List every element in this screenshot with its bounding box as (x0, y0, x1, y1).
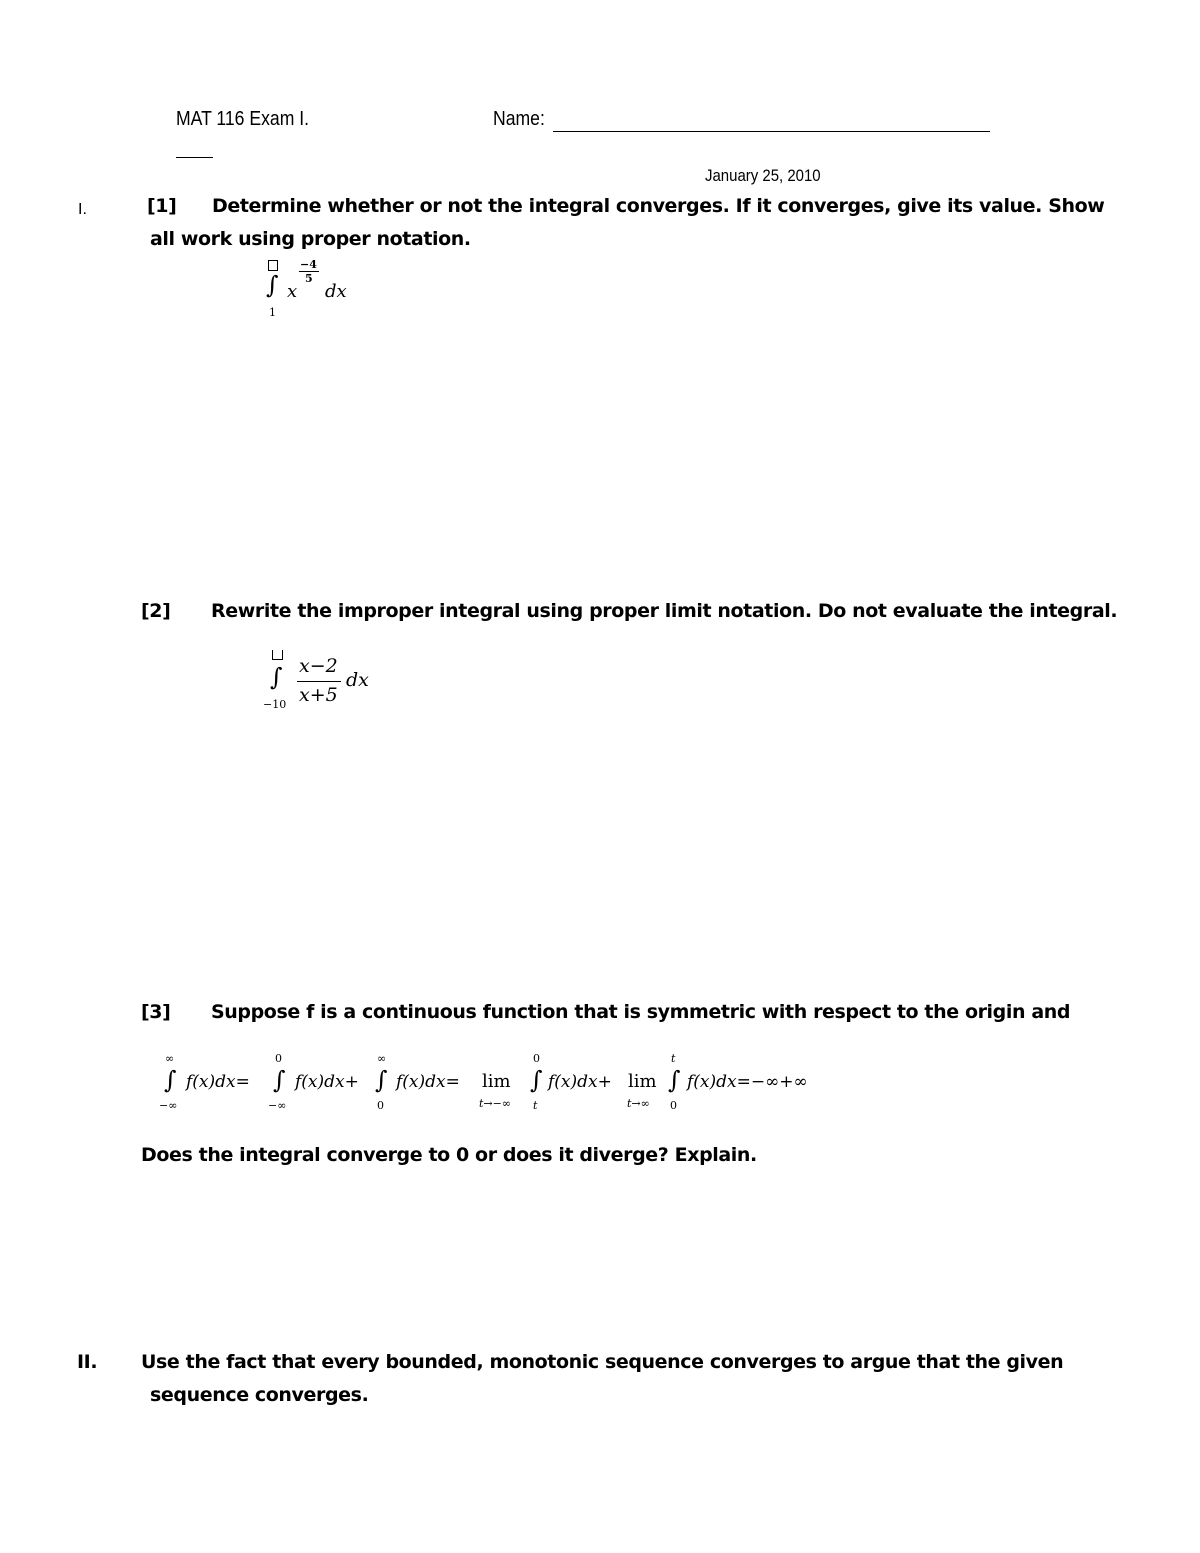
q3-followup: Does the integral converge to 0 or does it diverge? Explain. (141, 1144, 757, 1166)
integral-sign: ∫ (164, 1066, 177, 1094)
t5-upper-limit: t (671, 1052, 676, 1065)
integral-sign: ∫ (375, 1066, 388, 1094)
header-dash-line (176, 157, 213, 158)
q2-lower-limit: −10 (263, 698, 287, 711)
lim1-subscript: t→−∞ (479, 1097, 512, 1110)
lim2: lim (628, 1071, 657, 1092)
q2-denominator: x+5 (299, 684, 338, 706)
t3-lower-limit: 0 (377, 1099, 384, 1112)
q2-fraction-bar (297, 681, 341, 682)
t2-upper-limit: 0 (275, 1052, 282, 1065)
lim1: lim (482, 1071, 511, 1092)
q2-text: Rewrite the improper integral using proper limit notation. Do not evaluate the integral. (211, 600, 1118, 622)
section-numeral-2: II. (77, 1351, 98, 1373)
section2-text-line1: Use the fact that every bounded, monotonic sequence converges to argue that the given (141, 1351, 1064, 1373)
q1-exponent-numerator: −4 (300, 258, 317, 271)
t1-upper-limit: ∞ (165, 1052, 175, 1065)
t4-upper-limit: 0 (533, 1052, 540, 1065)
q1-text-line2: all work using proper notation. (150, 228, 471, 250)
missing-glyph-box (272, 650, 283, 660)
t3-body: f(x)dx= (396, 1072, 460, 1092)
t5-lower-limit: 0 (670, 1099, 677, 1112)
name-blank-line (553, 131, 990, 132)
t5-body: f(x)dx=−∞+∞ (687, 1072, 808, 1092)
integral-sign: ∫ (273, 1066, 286, 1094)
q3-text: Suppose f is a continuous function that is symmetric with respect to the origin and (211, 1001, 1071, 1023)
lim2-subscript: t→∞ (627, 1097, 650, 1110)
q1-integrand-base: x (287, 281, 298, 302)
t1-lower-limit: −∞ (159, 1099, 178, 1112)
t3-upper-limit: ∞ (377, 1052, 387, 1065)
q1-number: [1] (147, 195, 177, 217)
section2-text-line2: sequence converges. (150, 1384, 369, 1406)
name-label: Name: (493, 108, 545, 130)
course-title: MAT 116 Exam I. (176, 108, 310, 130)
q2-number: [2] (141, 600, 171, 622)
t2-body: f(x)dx+ (295, 1072, 359, 1092)
q2-numerator: x−2 (299, 655, 338, 677)
section-numeral-1: I. (78, 201, 87, 218)
q3-number: [3] (141, 1001, 171, 1023)
integral-sign: ∫ (266, 271, 279, 299)
missing-glyph-box (268, 260, 278, 271)
t4-lower-limit: t (533, 1099, 538, 1112)
q1-exponent-denominator: 5 (305, 272, 313, 285)
t2-lower-limit: −∞ (268, 1099, 287, 1112)
exam-date: January 25, 2010 (705, 166, 821, 185)
q2-differential: dx (346, 669, 369, 691)
integral-sign: ∫ (530, 1066, 543, 1094)
integral-sign: ∫ (668, 1066, 681, 1094)
q1-lower-limit: 1 (269, 306, 276, 319)
t1-body: f(x)dx= (186, 1072, 250, 1092)
q1-differential: dx (325, 281, 347, 302)
integral-sign: ∫ (270, 663, 283, 691)
t4-body: f(x)dx+ (548, 1072, 612, 1092)
q1-text-line1: Determine whether or not the integral converges. If it converges, give its value. Show (212, 195, 1105, 217)
